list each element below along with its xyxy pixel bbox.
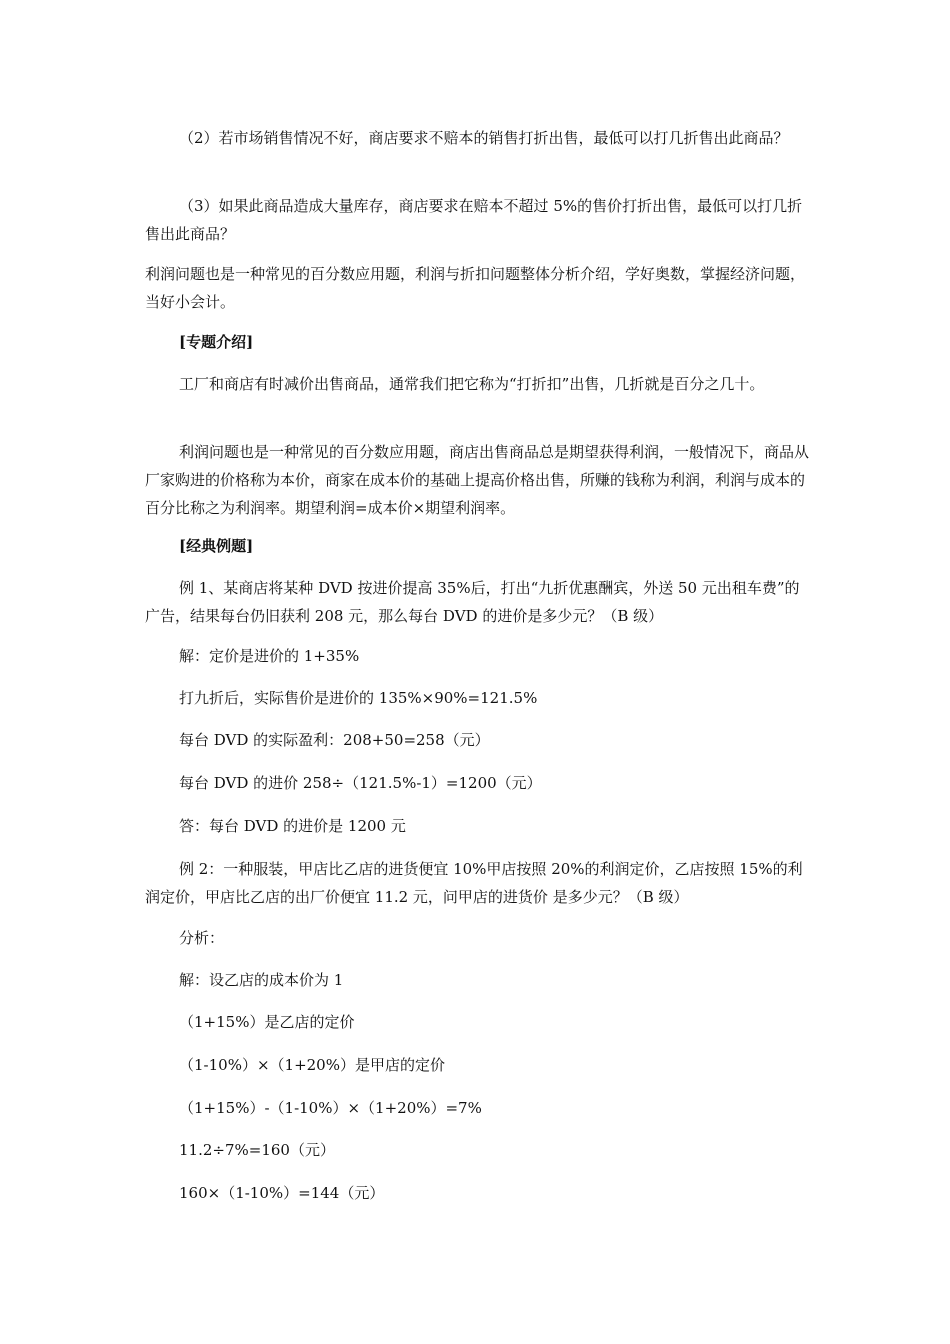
- example-2-question: 例 2：一种服装，甲店比乙店的进货便宜 10%甲店按照 20%的利润定价，乙店按照 15%的利润定价，甲店比乙店的出厂价便宜 11.2 元，问甲店的进货价 是多少元？（B 级）: [145, 860, 803, 906]
- topic-intro-heading: [专题介绍]: [179, 333, 254, 351]
- example-2-solution-line-3: （1-10%）×（1+20%）是甲店的定价: [179, 1056, 445, 1074]
- example-2-solution-line-5: 11.2÷7%=160（元）: [179, 1141, 335, 1159]
- question-2-paragraph: （2）若市场销售情况不好，商店要求不赔本的销售打折出售，最低可以打几折售出此商品？: [179, 129, 789, 147]
- discount-definition-paragraph: 工厂和商店有时减价出售商品，通常我们把它称为“打折扣”出售，几折就是百分之几十。: [179, 375, 765, 393]
- example-1-question: 例 1、某商店将某种 DVD 按进价提高 35%后，打出“九折优惠酬宾，外送 50 元出租车费”的广告，结果每台仍旧获利 208 元，那么每台 DVD 的进价是多少元？（B 级）: [145, 579, 800, 625]
- example-1-solution-line-1: 解：定价是进价的 1+35%: [179, 647, 360, 665]
- intro-summary-paragraph: 利润问题也是一种常见的百分数应用题，利润与折扣问题整体分析介绍，学好奥数，掌握经济问题，当好小会计。: [145, 265, 806, 311]
- example-1-solution-line-3: 每台 DVD 的实际盈利：208+50=258（元）: [179, 731, 490, 749]
- example-1-solution-line-2: 打九折后，实际售价是进价的 135%×90%=121.5%: [179, 689, 538, 707]
- example-2-solution-line-1: 解：设乙店的成本价为 1: [179, 971, 344, 989]
- example-2-analysis-label: 分析：: [179, 929, 225, 947]
- profit-definition-paragraph: 利润问题也是一种常见的百分数应用题，商店出售商品总是期望获得利润，一般情况下，商品从厂家购进的价格称为本价，商家在成本价的基础上提高价格出售，所赚的钱称为利润，利润与成本的百分比称之为利润率。期望利润=成本价×期望利润率。: [145, 443, 810, 517]
- question-3-paragraph: （3）如果此商品造成大量库存，商店要求在赔本不超过 5%的售价打折出售，最低可以打几折售出此商品？: [145, 197, 803, 243]
- example-2-solution-line-6: 160×（1-10%）=144（元）: [179, 1184, 385, 1202]
- classic-examples-heading: [经典例题]: [179, 537, 254, 555]
- example-1-answer: 答：每台 DVD 的进价是 1200 元: [179, 817, 406, 835]
- example-2-solution-line-4: （1+15%）-（1-10%）×（1+20%）=7%: [179, 1099, 482, 1117]
- example-1-solution-line-4: 每台 DVD 的进价 258÷（121.5%-1）=1200（元）: [179, 774, 542, 792]
- example-2-solution-line-2: （1+15%）是乙店的定价: [179, 1013, 355, 1031]
